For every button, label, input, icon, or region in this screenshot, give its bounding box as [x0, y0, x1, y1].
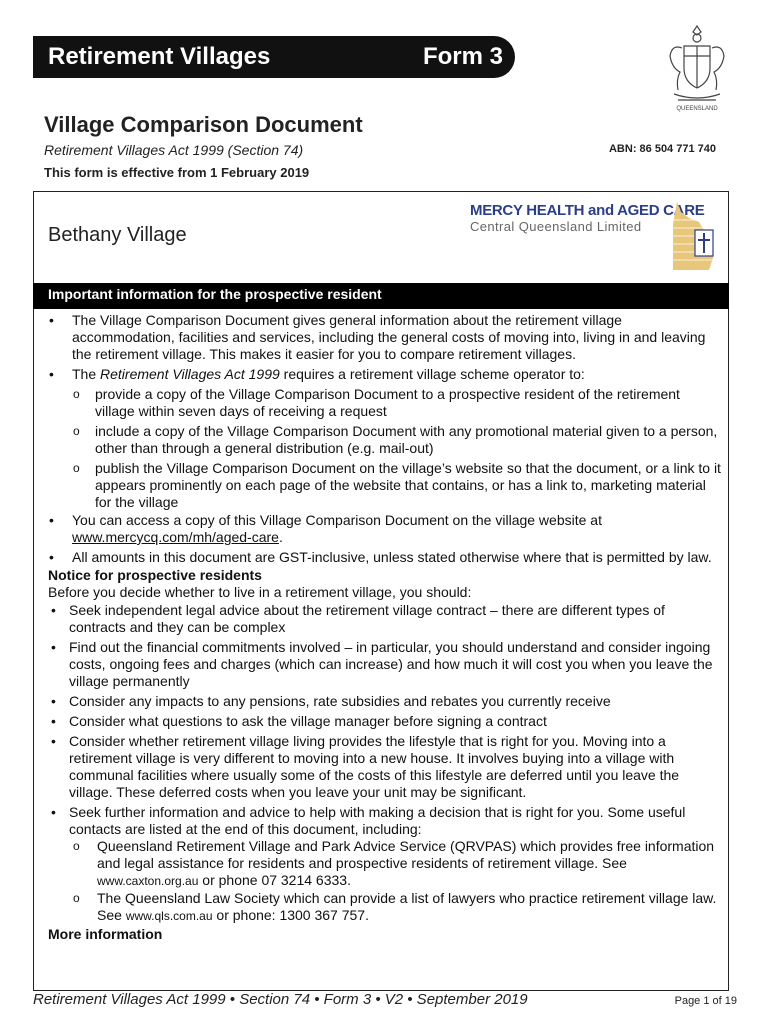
list-item: • Consider whether retirement village living provides the lifestyle that is right for you. Moving into a retirement village is very different to moving into a new house. It involves buying into a village with communal facilities where usually some of the costs of this lifestyle are deferred until you leave the village. These deferred costs when you leave your unit may be significant. — [40, 733, 722, 801]
logo-line-2: Central Queensland Limited — [470, 219, 642, 234]
banner-form-number: Form 3 — [422, 43, 503, 70]
footer-text: Retirement Villages Act 1999 • Section 74 • Form 3 • V2 • September 2019 — [33, 991, 528, 1008]
document-title: Village Comparison Document — [44, 112, 363, 137]
logo-line-1: MERCY HEALTH and AGED CARE — [470, 202, 705, 219]
list-item: • The Retirement Villages Act 1999 requires a retirement village scheme operator to: — [40, 366, 722, 383]
list-item: • Seek independent legal advice about the retirement village contract – there are different types of contracts and they can be complex — [40, 602, 722, 636]
sub-list-item: o provide a copy of the Village Comparison Document to a prospective resident of the retirement village within seven days of receiving a request — [40, 386, 722, 420]
list-item: • You can access a copy of this Village Comparison Document on the village website at www.mercycq.com/mh/aged-care. — [40, 512, 722, 546]
sub-list-item: o The Queensland Law Society which can provide a list of lawyers who practice retirement village law. See www.qls.com.au or phone: 1300 367 757. — [40, 890, 722, 925]
section-heading-important-info: Important information for the prospective resident — [33, 283, 729, 309]
notice-heading: Notice for prospective residents — [48, 567, 262, 583]
village-name: Bethany Village — [48, 224, 187, 246]
sub-list-item: o publish the Village Comparison Document on the village’s website so that the document, or a link to it appears prominently on each page of the website that contains, or has a link to, marketing material for the village — [40, 460, 722, 511]
notice-intro: Before you decide whether to live in a retirement village, you should: — [48, 584, 472, 600]
queensland-coat-of-arms-icon — [664, 22, 730, 112]
banner-title: Retirement Villages — [48, 43, 271, 70]
act-reference: Retirement Villages Act 1999 (Section 74) — [44, 142, 304, 158]
crest-label: QUEENSLAND — [676, 106, 718, 112]
abn-number: ABN: 86 504 771 740 — [608, 143, 716, 155]
qrvpas-url[interactable]: www.caxton.org.au — [97, 874, 199, 888]
list-item: • Find out the financial commitments involved – in particular, you should understand and consider ingoing costs, ongoing fees and charges (which can increase) and how much it will cost you when you leave the village permanently — [40, 639, 722, 690]
queensland-map-cross-icon — [671, 200, 715, 272]
village-website-link[interactable]: www.mercycq.com/mh/aged-care — [72, 529, 279, 545]
list-item: • Consider any impacts to any pensions, rate subsidies and rebates you currently receive — [40, 693, 722, 710]
form-banner — [33, 36, 515, 78]
list-item: • Consider what questions to ask the village manager before signing a contract — [40, 713, 722, 730]
list-item: • The Village Comparison Document gives general information about the retirement village accommodation, facilities and services, including the general costs of moving into, living in and leaving the retirement village. This makes it easier for you to compare retirement villages. — [40, 312, 722, 363]
more-information-heading: More information — [48, 926, 163, 942]
sub-list-item: o Queensland Retirement Village and Park Advice Service (QRVPAS) which provides free information and legal assistance for residents and prospective residents of retirement village. See www.caxton.org.au or phone 07 3214 6333. — [40, 838, 722, 890]
list-item: • Seek further information and advice to help with making a decision that is right for you. Some useful contacts are listed at the end of this document, including: — [40, 804, 722, 838]
effective-date: This form is effective from 1 February 2019 — [44, 165, 310, 180]
document-content — [40, 312, 722, 943]
act-name: Retirement Villages Act 1999 — [100, 366, 280, 382]
sub-list-item: o include a copy of the Village Comparison Document with any promotional material given to a person, other than through a general distribution (e.g. mail-out) — [40, 423, 722, 457]
page-number: Page 1 of 19 — [674, 995, 737, 1007]
operator-logo — [470, 200, 715, 272]
qls-url[interactable]: www.qls.com.au — [125, 909, 213, 923]
list-item: • All amounts in this document are GST-inclusive, unless stated otherwise where that is permitted by law. — [40, 549, 722, 566]
